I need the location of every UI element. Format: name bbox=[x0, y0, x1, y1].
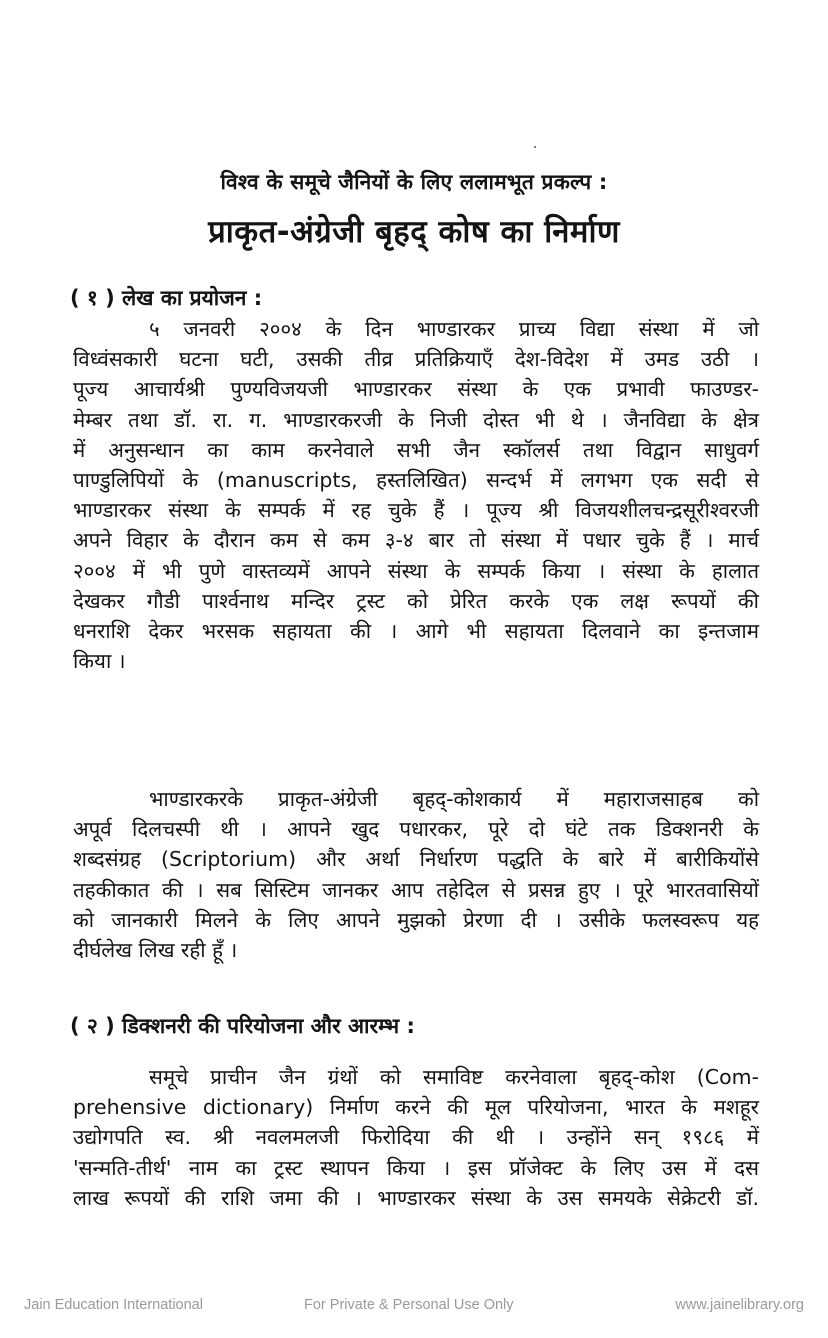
text-line: २००४ में भी पुणे वास्तव्यमें आपने संस्था के सम्पर्क किया । संस्था के हालात bbox=[73, 558, 760, 583]
section-heading-1: ( १ ) लेख का प्रयोजन : bbox=[70, 286, 263, 310]
paragraph-1-2 bbox=[73, 784, 759, 965]
text-line: किया । bbox=[73, 649, 126, 674]
paragraph-2-1 bbox=[73, 1062, 759, 1213]
text-line: धनराशि देकर भरसक सहायता की । आगे भी सहायता दिलवाने का इन्तजाम bbox=[73, 618, 759, 643]
text-line: prehensive dictionary) निर्माण करने की मूल परियोजना, भारत के मशहूर bbox=[73, 1095, 759, 1120]
page-title: प्राकृत-अंग्रेजी बृहद् कोष का निर्माण bbox=[208, 214, 620, 250]
text-line: तहकीकात की । सब सिस्टिम जानकर आप तहेदिल से प्रसन्न हुए । पूरे भारतवासियों bbox=[73, 877, 759, 902]
text-line: अपूर्व दिलचस्पी थी । आपने खुद पधारकर, पूरे दो घंटे तक डिक्शनरी के bbox=[73, 817, 759, 842]
text-line: लाख रूपयों की राशि जमा की । भाण्डारकर संस्था के उस समयके सेक्रेटरी डॉ. bbox=[73, 1185, 759, 1210]
text-line: भाण्डारकर संस्था के सम्पर्क में रह चुके हैं । पूज्य श्री विजयशीलचन्द्रसूरीश्वरजी bbox=[73, 498, 759, 523]
text-line: भाण्डारकरके प्राकृत-अंग्रेजी बृहद्-कोशकार्य में महाराजसाहब को bbox=[149, 787, 759, 811]
text-line: मेम्बर तथा डॉ. रा. ग. भाण्डारकरजी के निजी दोस्त भी थे । जैनविद्या के क्षेत्र bbox=[73, 407, 759, 432]
text-line: 'सन्मति-तीर्थ' नाम का ट्रस्ट स्थापन किया । इस प्रॉजेक्ट के लिए उस में दस bbox=[73, 1155, 759, 1180]
text-line: देखकर गौडी पार्श्वनाथ मन्दिर ट्रस्ट को प्रेरित करके एक लक्ष रूपयों की bbox=[73, 588, 759, 613]
text-line: पाण्डुलिपियों के (manuscripts, हस्तलिखित) सन्दर्भ में लगभग एक सदी से bbox=[73, 467, 759, 492]
text-line: अपने विहार के दौरान कम से कम ३-४ बार तो संस्था में पधार चुके हैं । मार्च bbox=[73, 528, 759, 553]
text-line: शब्दसंग्रह (Scriptorium) और अर्था निर्धारण पद्धति के बारे में बारीकियोंसे bbox=[73, 847, 759, 872]
stray-dot bbox=[534, 146, 536, 148]
text-line: को जानकारी मिलने के लिए आपने मुझको प्रेरणा दी । उसीके फलस्वरूप यह bbox=[73, 907, 759, 932]
text-line: ५ जनवरी २००४ के दिन भाण्डारकर प्राच्य विद्या संस्था में जो bbox=[149, 317, 759, 341]
footer-publisher: Jain Education International bbox=[24, 1297, 203, 1313]
text-line: समूचे प्राचीन जैन ग्रंथों को समाविष्ट करनेवाला बृहद्-कोश (Com- bbox=[149, 1065, 759, 1089]
text-line: दीर्घलेख लिख रही हूँ । bbox=[73, 937, 238, 962]
footer-website-link[interactable]: www.jainelibrary.org bbox=[675, 1297, 804, 1313]
footer-usage-note: For Private & Personal Use Only bbox=[304, 1297, 514, 1313]
paragraph-1-1 bbox=[73, 314, 759, 676]
section-heading-2: ( २ ) डिक्शनरी की परियोजना और आरम्भ : bbox=[70, 1014, 415, 1038]
text-line: उद्योगपति स्व. श्री नवलमलजी फिरोदिया की थी । उन्होंने सन् १९८६ में bbox=[73, 1125, 759, 1150]
text-line: विध्वंसकारी घटना घटी, उसकी तीव्र प्रतिक्रियाएँ देश-विदेश में उमड उठी । bbox=[73, 347, 759, 372]
page-subtitle: विश्व के समूचे जैनियों के लिए ललामभूत प्रकल्प : bbox=[220, 170, 608, 194]
text-line: में अनुसन्धान का काम करनेवाले सभी जैन स्कॉलर्स तथा विद्वान साधुवर्ग bbox=[73, 437, 759, 462]
text-line: पूज्य आचार्यश्री पुण्यविजयजी भाण्डारकर संस्था के एक प्रभावी फाउण्डर- bbox=[73, 377, 759, 402]
